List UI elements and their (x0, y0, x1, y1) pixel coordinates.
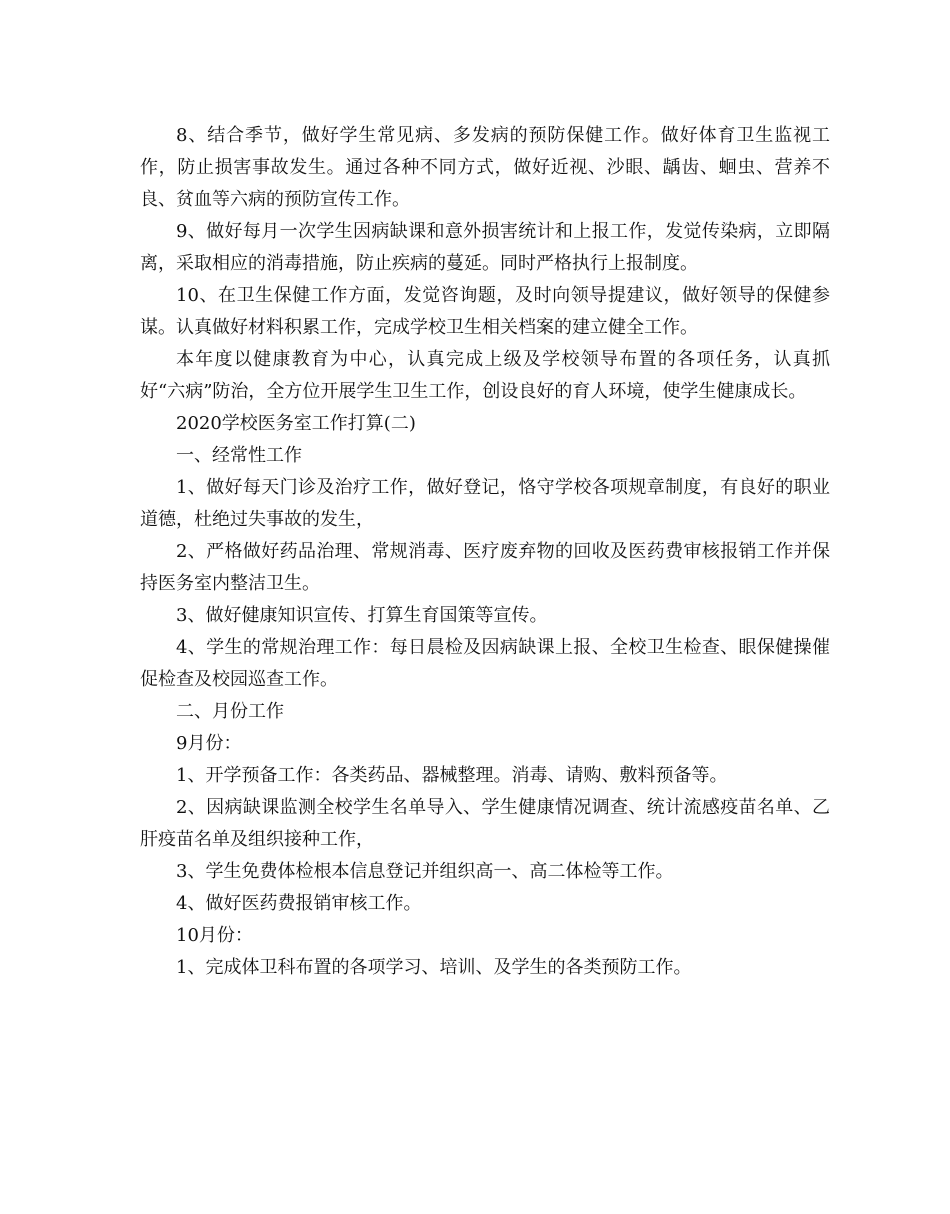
paragraph-item-8: 8、结合季节，做好学生常见病、多发病的预防保健工作。做好体育卫生监视工作，防止损害事故发生。通过各种不同方式，做好近视、沙眼、龋齿、蛔虫、营养不良、贫血等六病的预防宣传工作。 (140, 125, 830, 210)
september-item-3: 3、学生免费体检根本信息登记并组织高一、高二体检等工作。 (176, 861, 674, 882)
routine-item-4: 4、学生的常规治理工作：每日晨检及因病缺课上报、全校卫生检查、眼保健操催促检查及校园巡查工作。 (140, 637, 830, 690)
paragraph-item-9: 9、做好每月一次学生因病缺课和意外损害统计和上报工作，发觉传染病，立即隔离，采取相应的消毒措施，防止疾病的蔓延。同时严格执行上报制度。 (140, 221, 830, 274)
document-body (140, 120, 830, 984)
month-october: 10月份： (176, 925, 253, 946)
paragraph-summary: 本年度以健康教育为中心，认真完成上级及学校领导布置的各项任务，认真抓好“六病”防治，全方位开展学生卫生工作，创设良好的育人环境，使学生健康成长。 (140, 349, 830, 402)
heading-routine-work: 一、经常性工作 (176, 445, 302, 466)
paragraph-item-10: 10、在卫生保健工作方面，发觉咨询题，及时向领导提建议，做好领导的保健参谋。认真做好材料积累工作，完成学校卫生相关档案的建立健全工作。 (140, 285, 830, 338)
september-item-4: 4、做好医药费报销审核工作。 (176, 893, 422, 914)
heading-monthly-work: 二、月份工作 (176, 701, 284, 722)
section-title: 2020学校医务室工作打算(二) (176, 413, 416, 434)
october-item-1: 1、完成体卫科布置的各项学习、培训、及学生的各类预防工作。 (176, 957, 692, 978)
month-september: 9月份： (176, 733, 242, 754)
september-item-1: 1、开学预备工作：各类药品、器械整理。消毒、请购、敷料预备等。 (176, 765, 728, 786)
routine-item-1: 1、做好每天门诊及治疗工作，做好登记，恪守学校各项规章制度，有良好的职业道德，杜绝过失事故的发生， (140, 477, 830, 530)
september-item-2: 2、因病缺课监测全校学生名单导入、学生健康情况调查、统计流感疫苗名单、乙肝疫苗名单及组织接种工作， (140, 797, 830, 850)
routine-item-3: 3、做好健康知识宣传、打算生育国策等宣传。 (176, 605, 548, 626)
routine-item-2: 2、严格做好药品治理、常规消毒、医疗废弃物的回收及医药费审核报销工作并保持医务室内整洁卫生。 (140, 541, 830, 594)
